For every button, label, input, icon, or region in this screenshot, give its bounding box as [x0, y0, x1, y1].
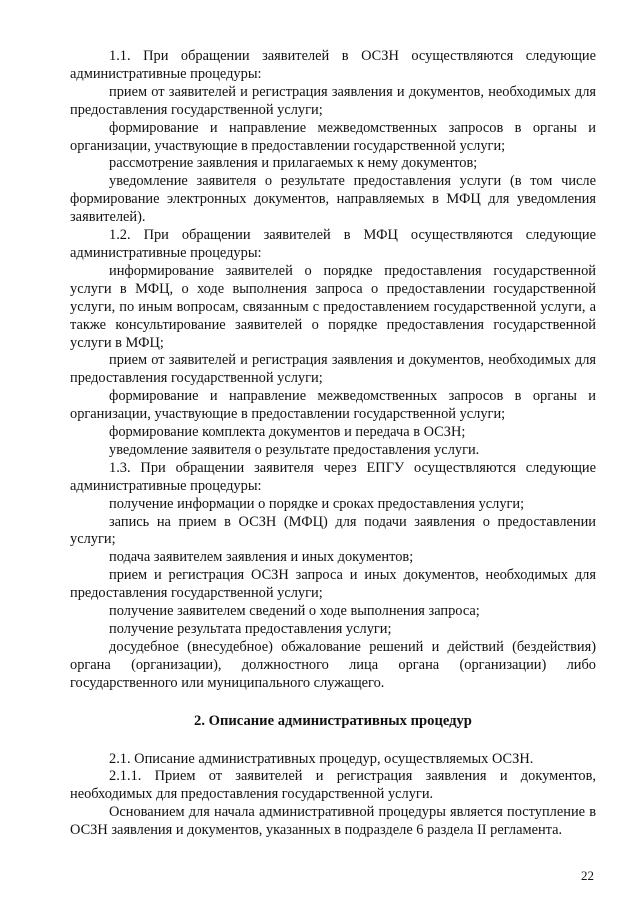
paragraph: 1.3. При обращении заявителя через ЕПГУ осуществляются следующие административные процедуры: — [70, 459, 596, 494]
paragraph: подача заявителем заявления и иных документов; — [109, 549, 414, 566]
paragraph: прием от заявителей и регистрация заявления и документов, необходимых для предоставления государственной услуги; — [70, 83, 596, 118]
paragraph: информирование заявителей о порядке предоставления государственной услуги в МФЦ, о ходе выполнения запроса о предоставлении государственной услуги, по иным вопросам, связанным с предоставлением государственной услуги, а также консультирование заявителей о порядке предоставления государственной услуги в МФЦ; — [70, 262, 596, 351]
document-body — [70, 48, 596, 840]
paragraph: рассмотрение заявления и прилагаемых к нему документов; — [109, 155, 478, 172]
paragraph: уведомление заявителя о результате предоставления услуги. — [109, 441, 480, 458]
paragraph: 2.1. Описание административных процедур, осуществляемых ОСЗН. — [109, 750, 534, 767]
paragraph: запись на прием в ОСЗН (МФЦ) для подачи заявления о предоставлении услуги; — [70, 513, 596, 548]
page-number: 22 — [581, 868, 594, 883]
paragraph: получение результата предоставления услуги; — [109, 621, 392, 637]
paragraph: 1.2. При обращении заявителей в МФЦ осуществляются следующие административные процедуры: — [70, 227, 596, 261]
paragraph: формирование комплекта документов и передача в ОСЗН; — [109, 424, 466, 441]
paragraph: досудебное (внесудебное) обжалование решений и действий (бездействия) органа (организации), должностного лица органа (организации) либо государственного или муниципального служащего. — [70, 638, 596, 691]
paragraph: Основанием для начала административной процедуры является поступление в ОСЗН заявления и документов, указанных в подразделе 6 раздела II регламента. — [70, 804, 596, 839]
paragraph: формирование и направление межведомственных запросов в органы и организации, участвующие в предоставлении государственной услуги; — [70, 388, 596, 423]
paragraph: прием от заявителей и регистрация заявления и документов, необходимых для предоставления государственной услуги; — [70, 352, 596, 387]
paragraph: уведомление заявителя о результате предоставления услуги (в том числе формирование электронных документов, направляемых в МФЦ для уведомления заявителей). — [70, 173, 596, 226]
paragraph: 1.1. При обращении заявителей в ОСЗН осуществляются следующие административные процедуры: — [70, 48, 596, 82]
paragraph: получение заявителем сведений о ходе выполнения запроса; — [109, 603, 480, 620]
paragraph: получение информации о порядке и сроках предоставления услуги; — [109, 495, 525, 512]
section-heading: 2. Описание административных процедур — [194, 712, 472, 729]
paragraph: 2.1.1. Прием от заявителей и регистрация заявления и документов, необходимых для предоставления государственной услуги. — [70, 768, 596, 803]
paragraph: прием и регистрация ОСЗН запроса и иных документов, необходимых для предоставления государственной услуги; — [70, 567, 596, 602]
paragraph: формирование и направление межведомственных запросов в органы и организации, участвующие в предоставлении государственной услуги; — [70, 119, 596, 154]
